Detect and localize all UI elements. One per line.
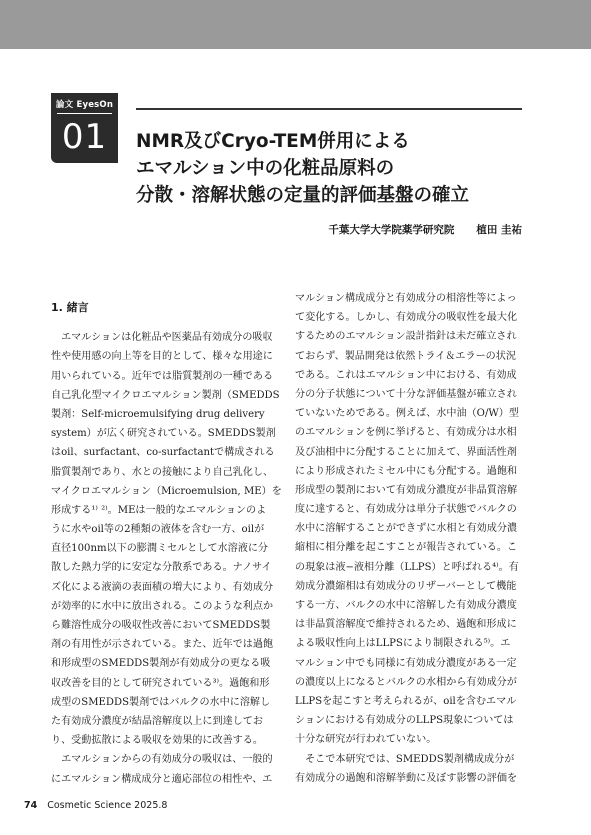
body-text-line: エマルションは化粧品や医薬品有効成分の吸収: [51, 332, 273, 344]
body-text-line: するためのエマルション設計指針は未だ確立され: [295, 331, 517, 343]
body-text-line: 十分な研究が行われていない。: [295, 734, 437, 746]
body-text-line: 分の分子状態について十分な評価基盤が確立され: [295, 388, 517, 400]
body-text-line: 効成分濃縮相は有効成分のリザーバーとして機能: [295, 580, 517, 592]
body-text-line: LLPSを起こすと考えられるが、oilを含むエマル: [295, 695, 517, 707]
body-text-line: 縮相に相分離を起こすことが報告されている。こ: [295, 542, 518, 554]
author-affiliation: 千葉大学大学院薬学研究院: [328, 224, 455, 236]
body-text-line: マイクロエマルション（Microemulsion, ME）を: [51, 485, 282, 497]
body-text-line: 用いられている。近年では脂質製剤の一種である: [51, 370, 274, 382]
article-title: [136, 128, 526, 209]
body-text-line: 形成する¹⁾ ²⁾。MEは一般的なエマルションのよ: [51, 504, 267, 516]
article-number: 01: [61, 117, 108, 157]
body-text-line: 水中に溶解することができずに水相と有効成分濃: [295, 523, 518, 535]
body-text-line: 製剤：Self-microemulsifying drug delivery: [51, 408, 265, 420]
badge-label: 論文 EyesOn: [55, 100, 114, 110]
body-text-line: よる吸収性向上はLLPSにより制限される⁵⁾。エ: [295, 638, 511, 650]
body-text-line: にエマルション構成成分と適応部位の相性や、エ: [51, 773, 273, 785]
body-text-line: ズ化による液滴の表面積の増大により、有効成分: [51, 581, 274, 593]
body-text-line: マルション中でも同様に有効成分濃度がある一定: [295, 657, 517, 669]
author-name: 植田 圭祐: [476, 224, 522, 236]
title-line: 分散・溶解状態の定量的評価基盤の確立: [136, 185, 470, 206]
title-rule: [136, 108, 522, 110]
body-text-line: 自己乳化型マイクロエマルション製剤（SMEDDS: [51, 389, 280, 401]
body-text-line: system）が広く研究されている。SMEDDS製剤: [51, 428, 276, 440]
journal-name: Cosmetic Science 2025.8: [47, 800, 168, 811]
body-text-line: り、受動拡散による吸収を効果的に改善する。: [51, 735, 263, 747]
page-number: 74: [24, 800, 38, 811]
body-text-line: 度に達すると、有効成分は単分子状態でバルクの: [295, 504, 517, 516]
title-line: NMR及びCryo-TEM併用による: [136, 131, 410, 152]
article-badge: [51, 93, 118, 163]
body-text-line: エマルションからの有効成分の吸収は、一般的: [51, 754, 273, 766]
body-text-line: 脂質製剤であり、水との接触により自己乳化し、: [51, 466, 274, 478]
body-text-line: のエマルションを例に挙げると、有効成分は水相: [295, 427, 517, 439]
author-line: [250, 222, 522, 237]
body-text-line: ら難溶性成分の吸収性改善においてSMEDDS製: [51, 620, 271, 631]
body-text-line: 散した熱力学的に安定な分散系である。ナノサイ: [51, 562, 272, 574]
body-text-line: て変化する。しかし、有効成分の吸収性を最大化: [295, 312, 518, 324]
body-text-line: の現象は液−液相分離（LLPS）と呼ばれる⁴⁾。有: [295, 561, 519, 573]
body-text-line: 及び油相中に分配することに加えて、界面活性剤: [295, 446, 517, 458]
body-text-line: ていないためである。例えば、水中油（O/W）型: [295, 408, 519, 420]
page-footer: [24, 800, 167, 811]
body-text-line: そこで本研究では、SMEDDS製剤構成成分が: [295, 753, 515, 765]
body-text-line: 有効成分の過飽和溶解挙動に及ぼす影響の評価を: [295, 772, 518, 784]
body-text-line: は非晶質溶解度で維持されるため、過飽和形成に: [295, 619, 517, 631]
body-text-line: により形成されたミセル中にも分配する。過飽和: [295, 465, 518, 477]
body-text-line: た有効成分濃度が結晶溶解度以上に到達してお: [51, 715, 263, 727]
body-text-line: 形成型の製剤において有効成分濃度が非晶質溶解: [295, 484, 518, 496]
body-text-line: 和形成型のSMEDDS製剤が有効成分の更なる吸: [51, 658, 271, 670]
header-band: [0, 0, 591, 49]
body-text-line: が効率的に水中に放出される。このような利点か: [51, 600, 274, 612]
body-text-line: ションにおける有効成分のLLPS現象については: [295, 715, 514, 727]
body-text-line: ておらず、製品開発は依然トライ＆エラーの状況: [295, 350, 516, 362]
body-text-line: はoil、surfactant、co-surfactantで構成される: [51, 447, 275, 459]
body-text-line: うに水やoil等の2種類の液体を含む一方、oilが: [51, 524, 265, 536]
left-column: [51, 289, 289, 789]
badge-divider: [57, 113, 112, 114]
right-column: [295, 289, 533, 788]
section-heading: 1. 緒言: [51, 301, 89, 314]
body-text-line: マルション構成成分と有効成分の相溶性等によっ: [295, 293, 517, 304]
body-text-line: する一方、バルクの水中に溶解した有効成分濃度: [295, 600, 517, 611]
body-text-line: 直径100nm以下の膨潤ミセルとして水溶液に分: [51, 543, 269, 555]
body-text-line: 成型のSMEDDS製剤ではバルクの水中に溶解し: [51, 696, 271, 708]
body-text-line: 収改善を目的として研究されている³⁾。過飽和形: [51, 677, 270, 689]
body-text-line: の濃度以上になるとバルクの水相から有効成分が: [295, 676, 517, 688]
body-text-line: 性や使用感の向上等を目的として、様々な用途に: [51, 351, 273, 363]
title-line: エマルション中の化粧品原料の: [136, 158, 395, 179]
body-text-line: 剤の有用性が示されている。また、近年では過飽: [51, 639, 274, 651]
body-text-line: である。これはエマルション中における、有効成: [295, 369, 517, 381]
